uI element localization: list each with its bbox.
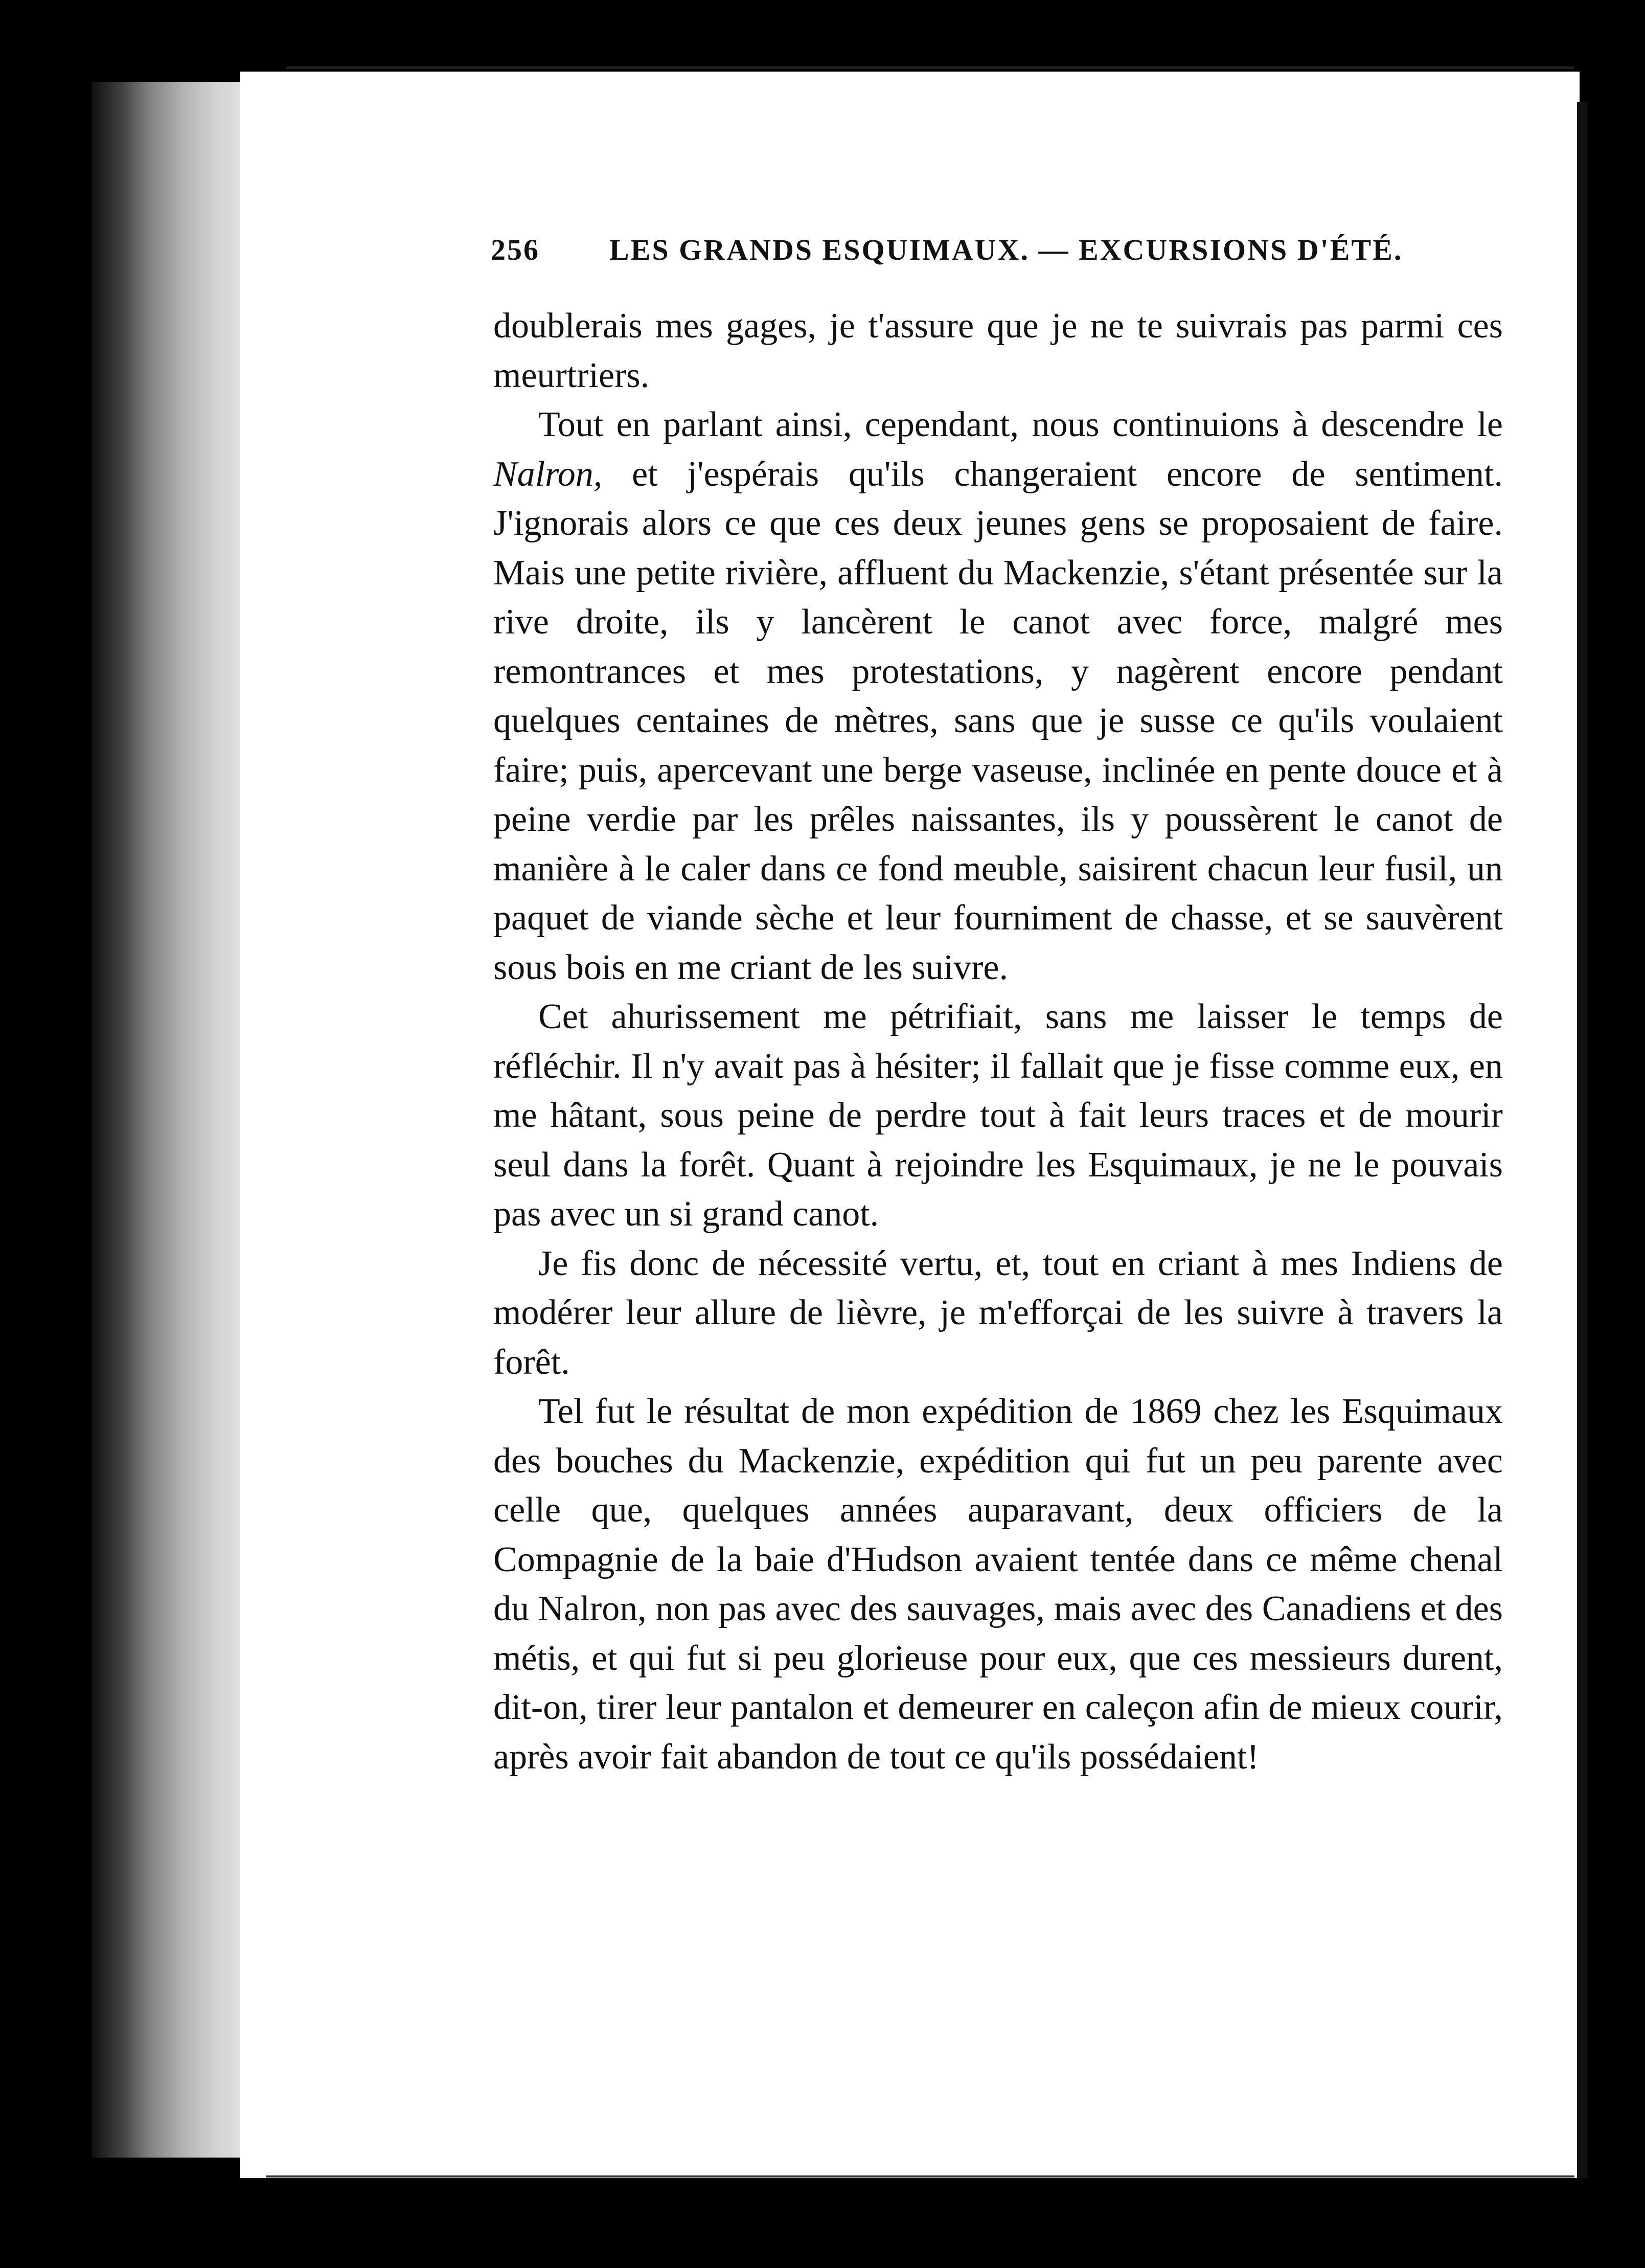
page-number: 256	[491, 233, 540, 266]
body-text	[493, 302, 1503, 1782]
page-bottom-edge	[266, 2175, 1574, 2178]
book-gutter-shadow	[92, 82, 256, 2158]
page-header	[491, 233, 1513, 274]
running-head: LES GRANDS ESQUIMAUX. — EXCURSIONS D'ÉTÉ.	[609, 233, 1403, 266]
paragraph-2-start: Tout en parlant ainsi, cependant, nous continuions à descendre le	[538, 405, 1503, 444]
paragraph-3: Cet ahurissement me pétrifiait, sans me laisser le temps de réfléchir. Il n'y avait pas à hésiter; il fallait que je fisse comme eux, en me hâtant, sous peine de perdre tout à fait leurs traces et de mourir seul dans la forêt. Quant à rejoindre les Esquimaux, je ne le pouvais pas avec un si grand canot.	[493, 997, 1503, 1234]
paragraph-2-rest: et j'espérais qu'ils changeraient encore de sentiment. J'ignorais alors ce que ces deux jeunes gens se proposaient de faire. Mais une petite rivière, affluent du Mackenzie, s'étant présentée sur la rive droite, ils y lancèrent le canot avec force, malgré mes remontrances et mes protestations, y nagèrent encore pendant quelques centaines de mètres, sans que je susse ce qu'ils voulaient faire; puis, apercevant une berge vaseuse, inclinée en pente douce et à peine verdie par les prêles naissantes, ils y poussèrent le canot de manière à le caler dans ce fond meuble, saisirent chacun leur fusil, un paquet de viande sèche et leur fourniment de chasse, et se sauvèrent sous bois en me criant de les suivre.	[493, 454, 1503, 987]
paragraph-1: doublerais mes gages, je t'assure que je ne te suivrais pas parmi ces meurtriers.	[493, 306, 1503, 395]
paragraph-5: Tel fut le résultat de mon expédition de 1869 chez les Esquimaux des bouches du Mackenzie, expédition qui fut un peu parente avec celle que, quelques années auparavant, deux officiers de la Compagnie de la baie d'Hudson avaient tentée dans ce même chenal du Nalron, non pas avec des sauvages, mais avec des Canadiens et des métis, et qui fut si peu glorieuse pour eux, que ces messieurs durent, dit-on, tirer leur pantalon et demeurer en caleçon afin de mieux courir, après avoir fait abandon de tout ce qu'ils possédaient!	[493, 1392, 1503, 1777]
page-right-edge	[1577, 102, 1588, 2178]
paragraph-4: Je fis donc de nécessité vertu, et, tout en criant à mes Indiens de modérer leur allure de lièvre, je m'efforçai de les suivre à travers la forêt.	[493, 1243, 1503, 1382]
page-top-edge	[286, 66, 1574, 69]
paragraph-2-italic-name: Nalron,	[493, 454, 603, 494]
paragraph-2	[493, 400, 1503, 992]
